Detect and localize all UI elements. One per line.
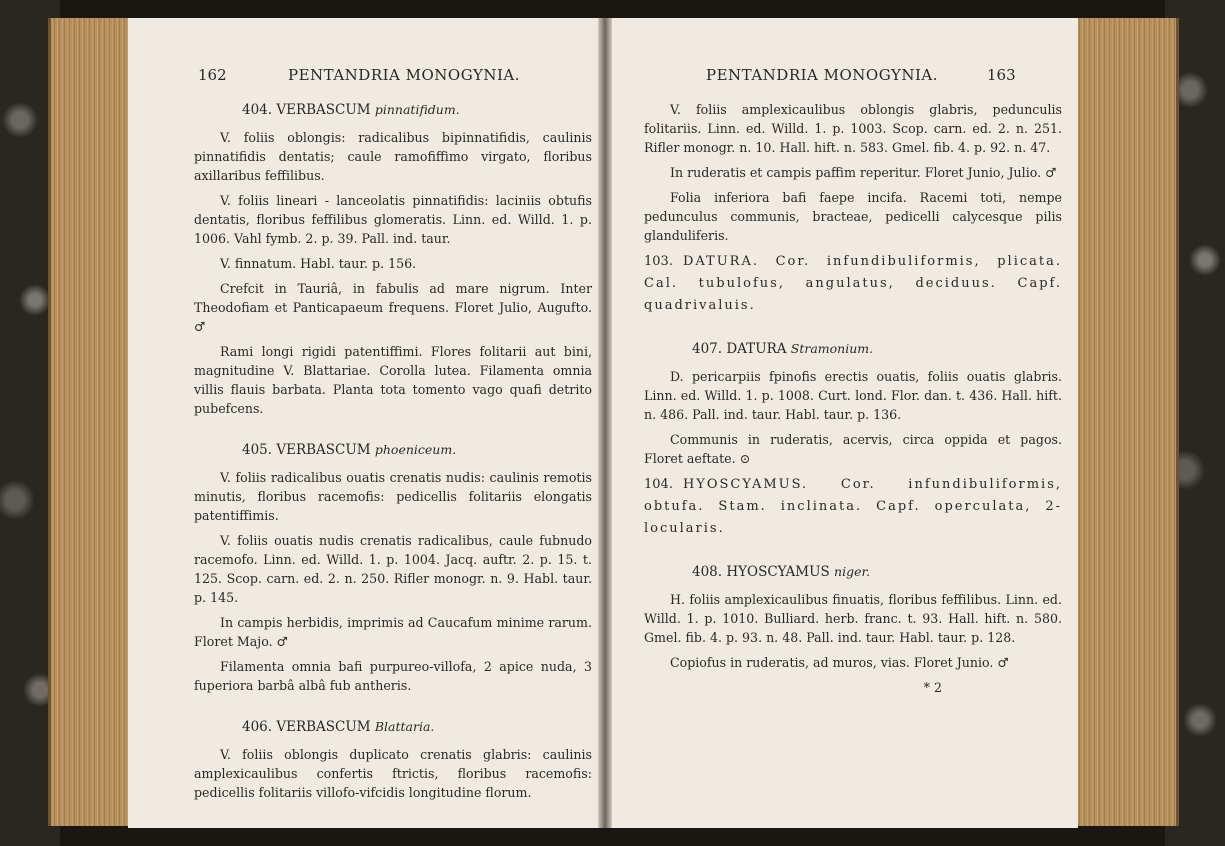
paragraph: D. pericarpiis fpinofis erectis ouatis, foliis ouatis glabris. Linn. ed. Willd. 1. p. 1008. Curt. lond. Flor. dan. t. 436. Hall. hift. n. 486. Pall. ind. taur. Habl. taur. p. 136. bbox=[644, 369, 1062, 422]
paragraph: H. foliis amplexicaulibus finuatis, floribus feffilibus. Linn. ed. Willd. 1. p. 1010. Bulliard. herb. franc. t. 93. Hall. hift. n. 580. Gmel. fib. 4. p. 93. n. 48. Pall. ind. taur. Habl. taur. p. 128. bbox=[644, 592, 1062, 645]
paragraph: Crefcit in Tauriâ, in fabulis ad mare nigrum. Inter Theodofiam et Panticapaeum frequens. Floret Julio, Augufto. ♂ bbox=[194, 281, 592, 334]
paragraph: Copiofus in ruderatis, ad muros, vias. Floret Junio. ♂ bbox=[670, 655, 1009, 670]
right-page bbox=[612, 18, 1078, 828]
paragraph: V. finnatum. Habl. taur. p. 156. bbox=[220, 256, 417, 271]
species-heading-406: 406. VERBASCUM Blattaria. bbox=[242, 719, 435, 735]
paragraph: In ruderatis et campis paffim reperitur. Floret Junio, Julio. ♂ bbox=[670, 165, 1057, 180]
right-page-content bbox=[644, 100, 1062, 703]
paragraph: Folia inferiora bafi faepe incifa. Racemi toti, nempe pedunculus communis, bracteae, pedicelli calycesque pilis glanduliferis. bbox=[644, 190, 1062, 243]
species-heading-404: 404. VERBASCUM pinnatifidum. bbox=[242, 102, 460, 118]
paragraph: V. foliis amplexicaulibus oblongis glabris, pedunculis folitariis. Linn. ed. Willd. 1. p. 1003. Scop. carn. ed. 2. n. 251. Rifler monogr. n. 10. Hall. hift. n. 583. Gmel. fib. 4. p. 92. n. 47. bbox=[644, 102, 1062, 155]
genus-heading-104: 104. HYOSCYAMUS. Cor. infundibuliformis, obtufa. Stam. inclinata. Capf. operculata, 2-locularis. bbox=[644, 477, 1062, 536]
species-heading-408: 408. HYOSCYAMUS niger. bbox=[692, 564, 871, 580]
paragraph: V. foliis oblongis duplicato crenatis glabris: caulinis amplexicaulibus confertis ftrictis, floribus racemofis: pedicellis folitariis villofo-vifcidis longitudine florum. bbox=[194, 747, 592, 800]
paragraph: In campis herbidis, imprimis ad Caucafum minime rarum. Floret Majo. ♂ bbox=[194, 615, 592, 649]
paragraph: V. foliis lineari - lanceolatis pinnatifidis: laciniis obtufis dentatis, floribus feffilibus glomeratis. Linn. ed. Willd. 1. p. 1006. Vahl fymb. 2. p. 39. Pall. ind. taur. bbox=[194, 193, 592, 246]
page-number-right: 163 bbox=[987, 66, 1016, 84]
species-heading-407: 407. DATURA Stramonium. bbox=[692, 341, 874, 357]
species-heading-405: 405. VERBASCUM phoeniceum. bbox=[242, 442, 457, 458]
paragraph: Filamenta omnia bafi purpureo-villofa, 2 apice nuda, 3 fuperiora barbâ albâ fub antheris. bbox=[194, 659, 592, 693]
page-edges-left bbox=[48, 18, 133, 826]
paragraph: V. foliis oblongis: radicalibus bipinnatifidis, caulinis pinnatifidis dentatis; caule ramofiffimo virgato, floribus axillaribus feffilibus. bbox=[194, 130, 592, 183]
paragraph: V. foliis ouatis nudis crenatis radicalibus, caule fubnudo racemofo. Linn. ed. Willd. 1. p. 1004. Jacq. auftr. 2. p. 15. t. 125. Scop. carn. ed. 2. n. 250. Rifler monogr. n. 9. Habl. taur. p. 145. bbox=[194, 533, 592, 605]
paragraph: V. foliis radicalibus ouatis crenatis nudis: caulinis remotis minutis, floribus racemofis: pedicellis folitariis elongatis patentiffimis. bbox=[194, 470, 592, 523]
page-number-left: 162 bbox=[198, 66, 227, 84]
running-header-right: PENTANDRIA MONOGYNIA. bbox=[706, 66, 939, 84]
signature-mark: * 2 bbox=[923, 680, 942, 695]
paragraph: Communis in ruderatis, acervis, circa oppida et pagos. Floret aeftate. ⊙ bbox=[644, 432, 1062, 466]
genus-heading-103: 103. DATURA. Cor. infundibuliformis, plicata. Cal. tubulofus, angulatus, deciduus. Capf. quadrivaluis. bbox=[644, 254, 1062, 313]
page-edges-right bbox=[1076, 18, 1179, 826]
paragraph: Rami longi rigidi patentiffimi. Flores folitarii aut bini, magnitudine V. Blattariae. Corolla lutea. Filamenta omnia villis flauis barbata. Planta tota tomento vago quafi detrito pubefcens. bbox=[194, 344, 592, 416]
left-page bbox=[128, 18, 598, 828]
running-header-left: PENTANDRIA MONOGYNIA. bbox=[288, 66, 521, 84]
left-page-content bbox=[194, 100, 592, 808]
book-gutter bbox=[598, 18, 612, 828]
